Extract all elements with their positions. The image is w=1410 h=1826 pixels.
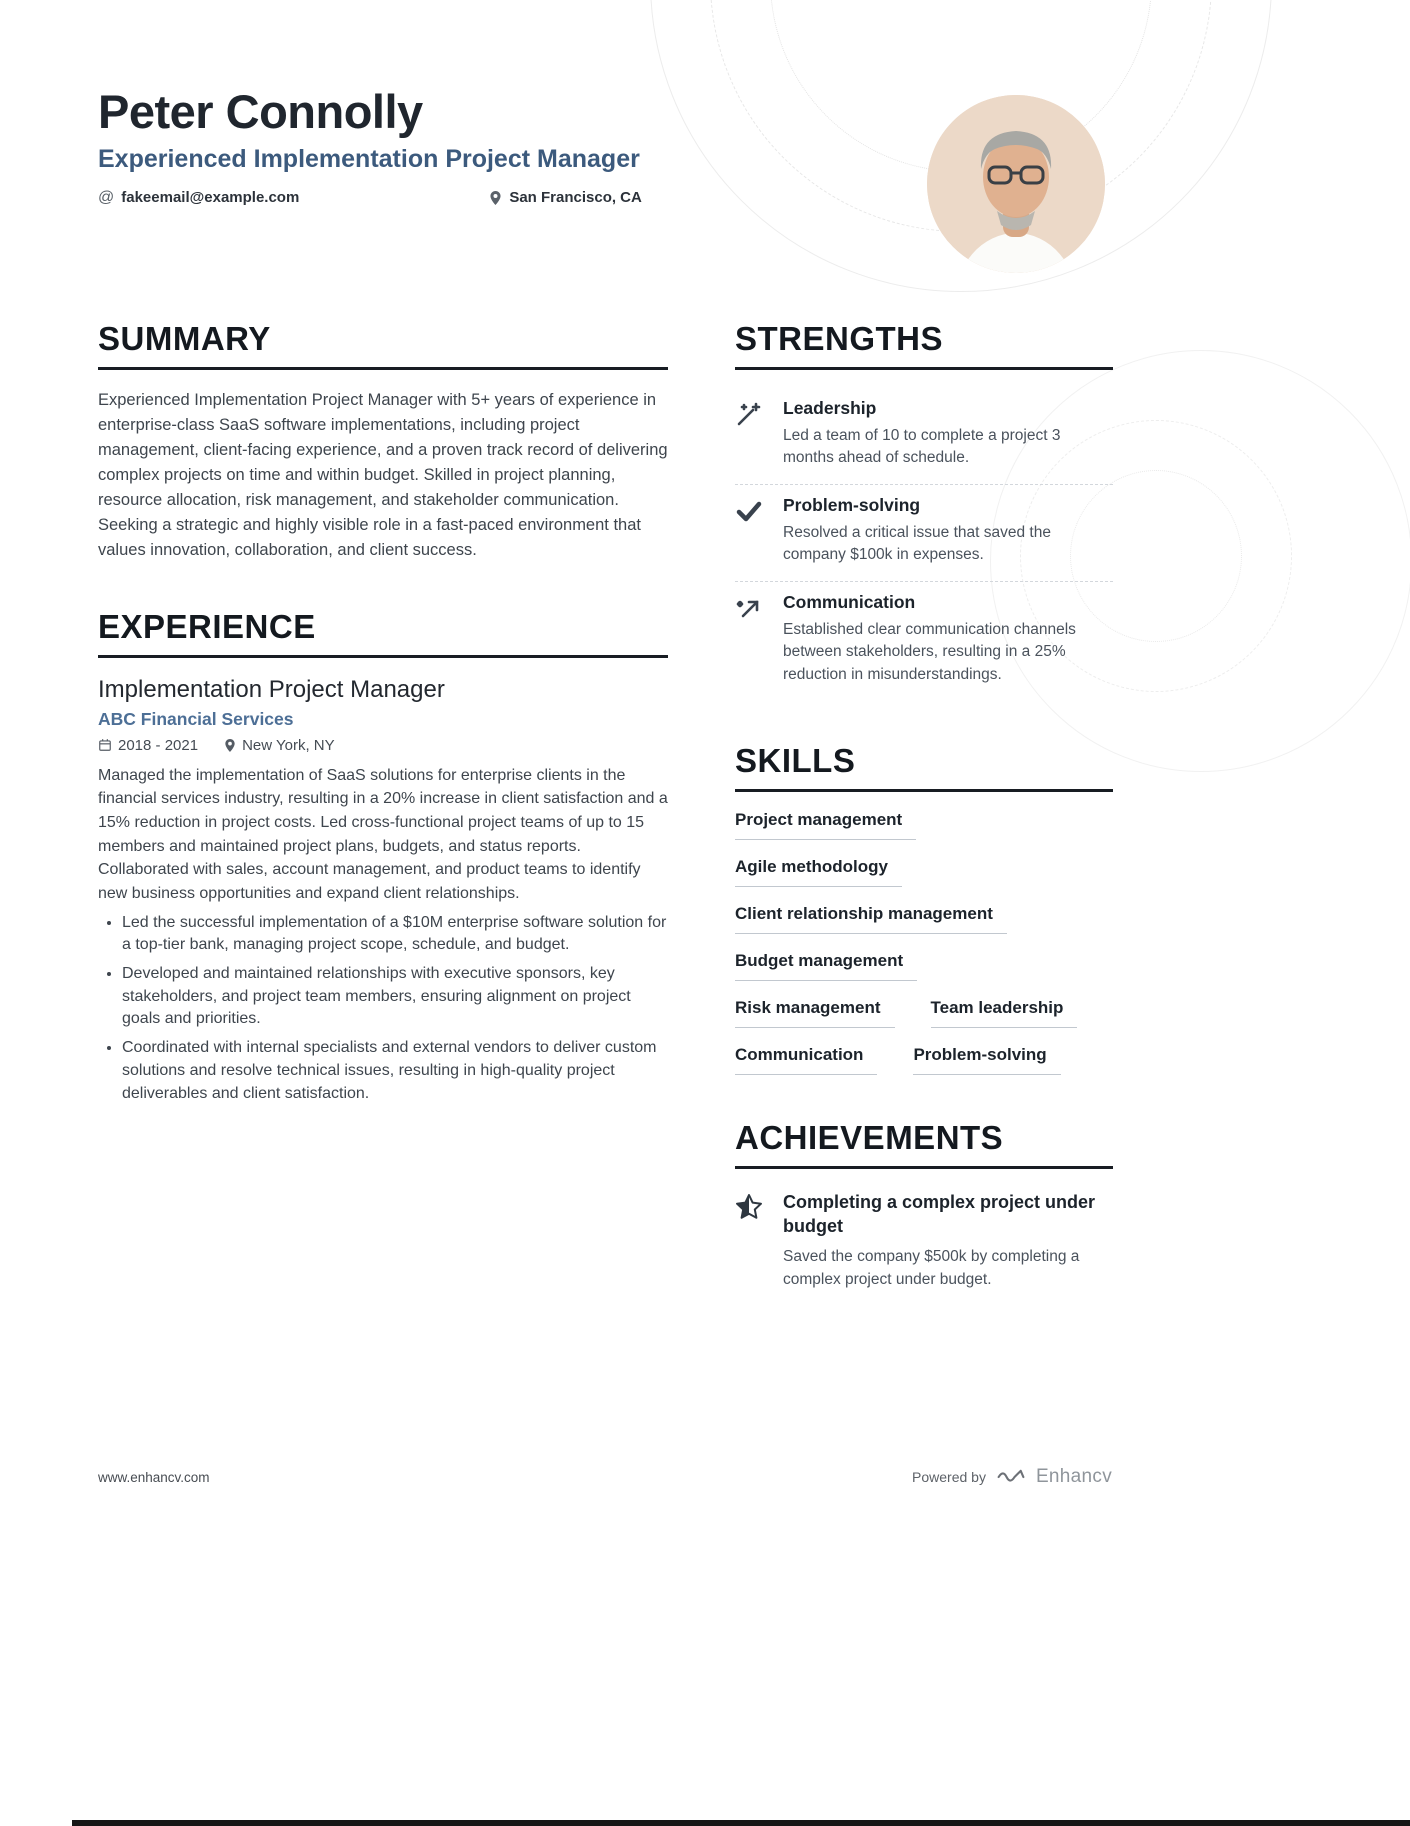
job-location bbox=[224, 737, 335, 754]
strength-body bbox=[783, 495, 1113, 567]
profile-photo bbox=[927, 95, 1105, 273]
enhancv-logo-icon bbox=[996, 1468, 1026, 1486]
job-bullet: • Developed and maintained relationships with executive sponsors, key stakeholders, and project team members, ensuring alignment on project goals and priorities. bbox=[122, 963, 668, 1031]
resume-header bbox=[98, 86, 918, 207]
job-bullet: • Led the successful implementation of a $10M enterprise software solution for a top-tier bank, managing project scope, schedule, and budget. bbox=[122, 912, 668, 957]
job-description: Managed the implementation of SaaS solutions for enterprise clients in the financial services industry, resulting in a 20% increase in client satisfaction and a 15% reduction in project costs. Led cross-functional project teams of up to 15 members and maintained project plans, budgets, and status reports. Collaborated with sales, account management, and product teams to identify new business opportunities and expand client relationships. bbox=[98, 766, 668, 902]
job-bullets bbox=[98, 912, 668, 1106]
location-value: San Francisco, CA bbox=[509, 189, 642, 207]
wand-icon bbox=[735, 398, 765, 470]
left-column bbox=[98, 320, 668, 1111]
job-meta-row bbox=[98, 737, 668, 754]
achievement-body bbox=[783, 1191, 1113, 1291]
summary-section bbox=[98, 320, 668, 564]
footer bbox=[98, 1466, 1112, 1488]
experience-entry bbox=[98, 676, 668, 1106]
strength-body bbox=[783, 592, 1113, 686]
location-pin-icon bbox=[489, 190, 502, 206]
email-item bbox=[98, 189, 299, 207]
email-at-icon: @ bbox=[98, 188, 115, 206]
skill-item: Team leadership bbox=[931, 998, 1078, 1028]
strength-item bbox=[735, 388, 1113, 484]
strength-item bbox=[735, 581, 1113, 700]
summary-heading: SUMMARY bbox=[98, 320, 668, 370]
strength-title: Leadership bbox=[783, 398, 877, 418]
job-location-value: New York, NY bbox=[242, 736, 335, 754]
achievements-section bbox=[735, 1119, 1113, 1291]
skill-item: Client relationship management bbox=[735, 904, 1007, 934]
skill-item: Project management bbox=[735, 810, 916, 840]
skill-row bbox=[735, 904, 1113, 934]
skills-section bbox=[735, 742, 1113, 1075]
strength-text: Established clear communication channels between stakeholders, resulting in a 25% reduction in misunderstandings. bbox=[783, 620, 1076, 683]
achievement-text: Saved the company $500k by completing a complex project under budget. bbox=[783, 1248, 1080, 1288]
skill-item: Budget management bbox=[735, 951, 917, 981]
bottom-edge-bar bbox=[72, 1820, 1410, 1826]
skill-item: Problem-solving bbox=[913, 1045, 1060, 1075]
strength-item bbox=[735, 484, 1113, 581]
right-column bbox=[735, 320, 1113, 1291]
strength-title: Problem-solving bbox=[783, 494, 921, 515]
job-company: ABC Financial Services bbox=[98, 708, 294, 729]
achievement-item bbox=[735, 1187, 1113, 1291]
job-dates-value: 2018 - 2021 bbox=[118, 736, 199, 754]
strengths-section bbox=[735, 320, 1113, 700]
skill-item: Agile methodology bbox=[735, 857, 902, 887]
skill-row bbox=[735, 810, 1113, 840]
skill-item: Communication bbox=[735, 1045, 877, 1075]
job-bullet: • Coordinated with internal specialists and external vendors to deliver custom solutions and resolve technical issues, resulting in high-quality project deliverables and client satisfaction. bbox=[122, 1037, 668, 1105]
location-pin-icon bbox=[224, 738, 236, 753]
avatar bbox=[927, 95, 1105, 273]
star-icon bbox=[735, 1191, 765, 1291]
skill-item: Risk management bbox=[735, 998, 895, 1028]
skill-row bbox=[735, 857, 1113, 887]
candidate-name: Peter Connolly bbox=[98, 85, 423, 138]
candidate-title: Experienced Implementation Project Manager bbox=[98, 144, 640, 173]
strength-text: Resolved a critical issue that saved the company $100k in expenses. bbox=[783, 523, 1051, 564]
powered-by[interactable] bbox=[912, 1466, 1112, 1488]
strength-body bbox=[783, 398, 1113, 470]
experience-heading: EXPERIENCE bbox=[98, 608, 668, 658]
achievements-heading: ACHIEVEMENTS bbox=[735, 1119, 1113, 1169]
enhancv-brand-name: Enhancv bbox=[1035, 1466, 1112, 1487]
email-value: fakeemail@example.com bbox=[121, 189, 300, 207]
job-role: Implementation Project Manager bbox=[98, 675, 445, 703]
job-dates bbox=[98, 737, 198, 754]
strengths-heading: STRENGTHS bbox=[735, 320, 1113, 370]
powered-by-label: Powered by bbox=[912, 1469, 986, 1485]
experience-section bbox=[98, 608, 668, 1106]
communication-icon bbox=[735, 592, 765, 686]
calendar-icon bbox=[98, 738, 112, 752]
contact-row bbox=[98, 189, 918, 207]
summary-text: Experienced Implementation Project Manager with 5+ years of experience in enterprise-class SaaS software implementations, including project management, client-facing experience, and a proven track record of delivering complex projects on time and within budget. Skilled in project planning, resource allocation, risk management, and stakeholder communication. Seeking a strategic and highly visible role in a fast-paced environment that values innovation, collaboration, and client success. bbox=[98, 391, 668, 560]
skill-row bbox=[735, 1045, 1113, 1075]
achievement-title: Completing a complex project under budget bbox=[783, 1192, 1096, 1236]
strength-title: Communication bbox=[783, 591, 916, 612]
skill-row bbox=[735, 998, 1113, 1028]
enhancv-website-link[interactable]: www.enhancv.com bbox=[98, 1469, 210, 1485]
check-icon bbox=[735, 495, 765, 567]
strength-text: Led a team of 10 to complete a project 3 months ahead of schedule. bbox=[783, 427, 1061, 467]
location-item bbox=[489, 189, 642, 206]
skill-row bbox=[735, 951, 1113, 981]
skills-heading: SKILLS bbox=[735, 742, 1113, 792]
